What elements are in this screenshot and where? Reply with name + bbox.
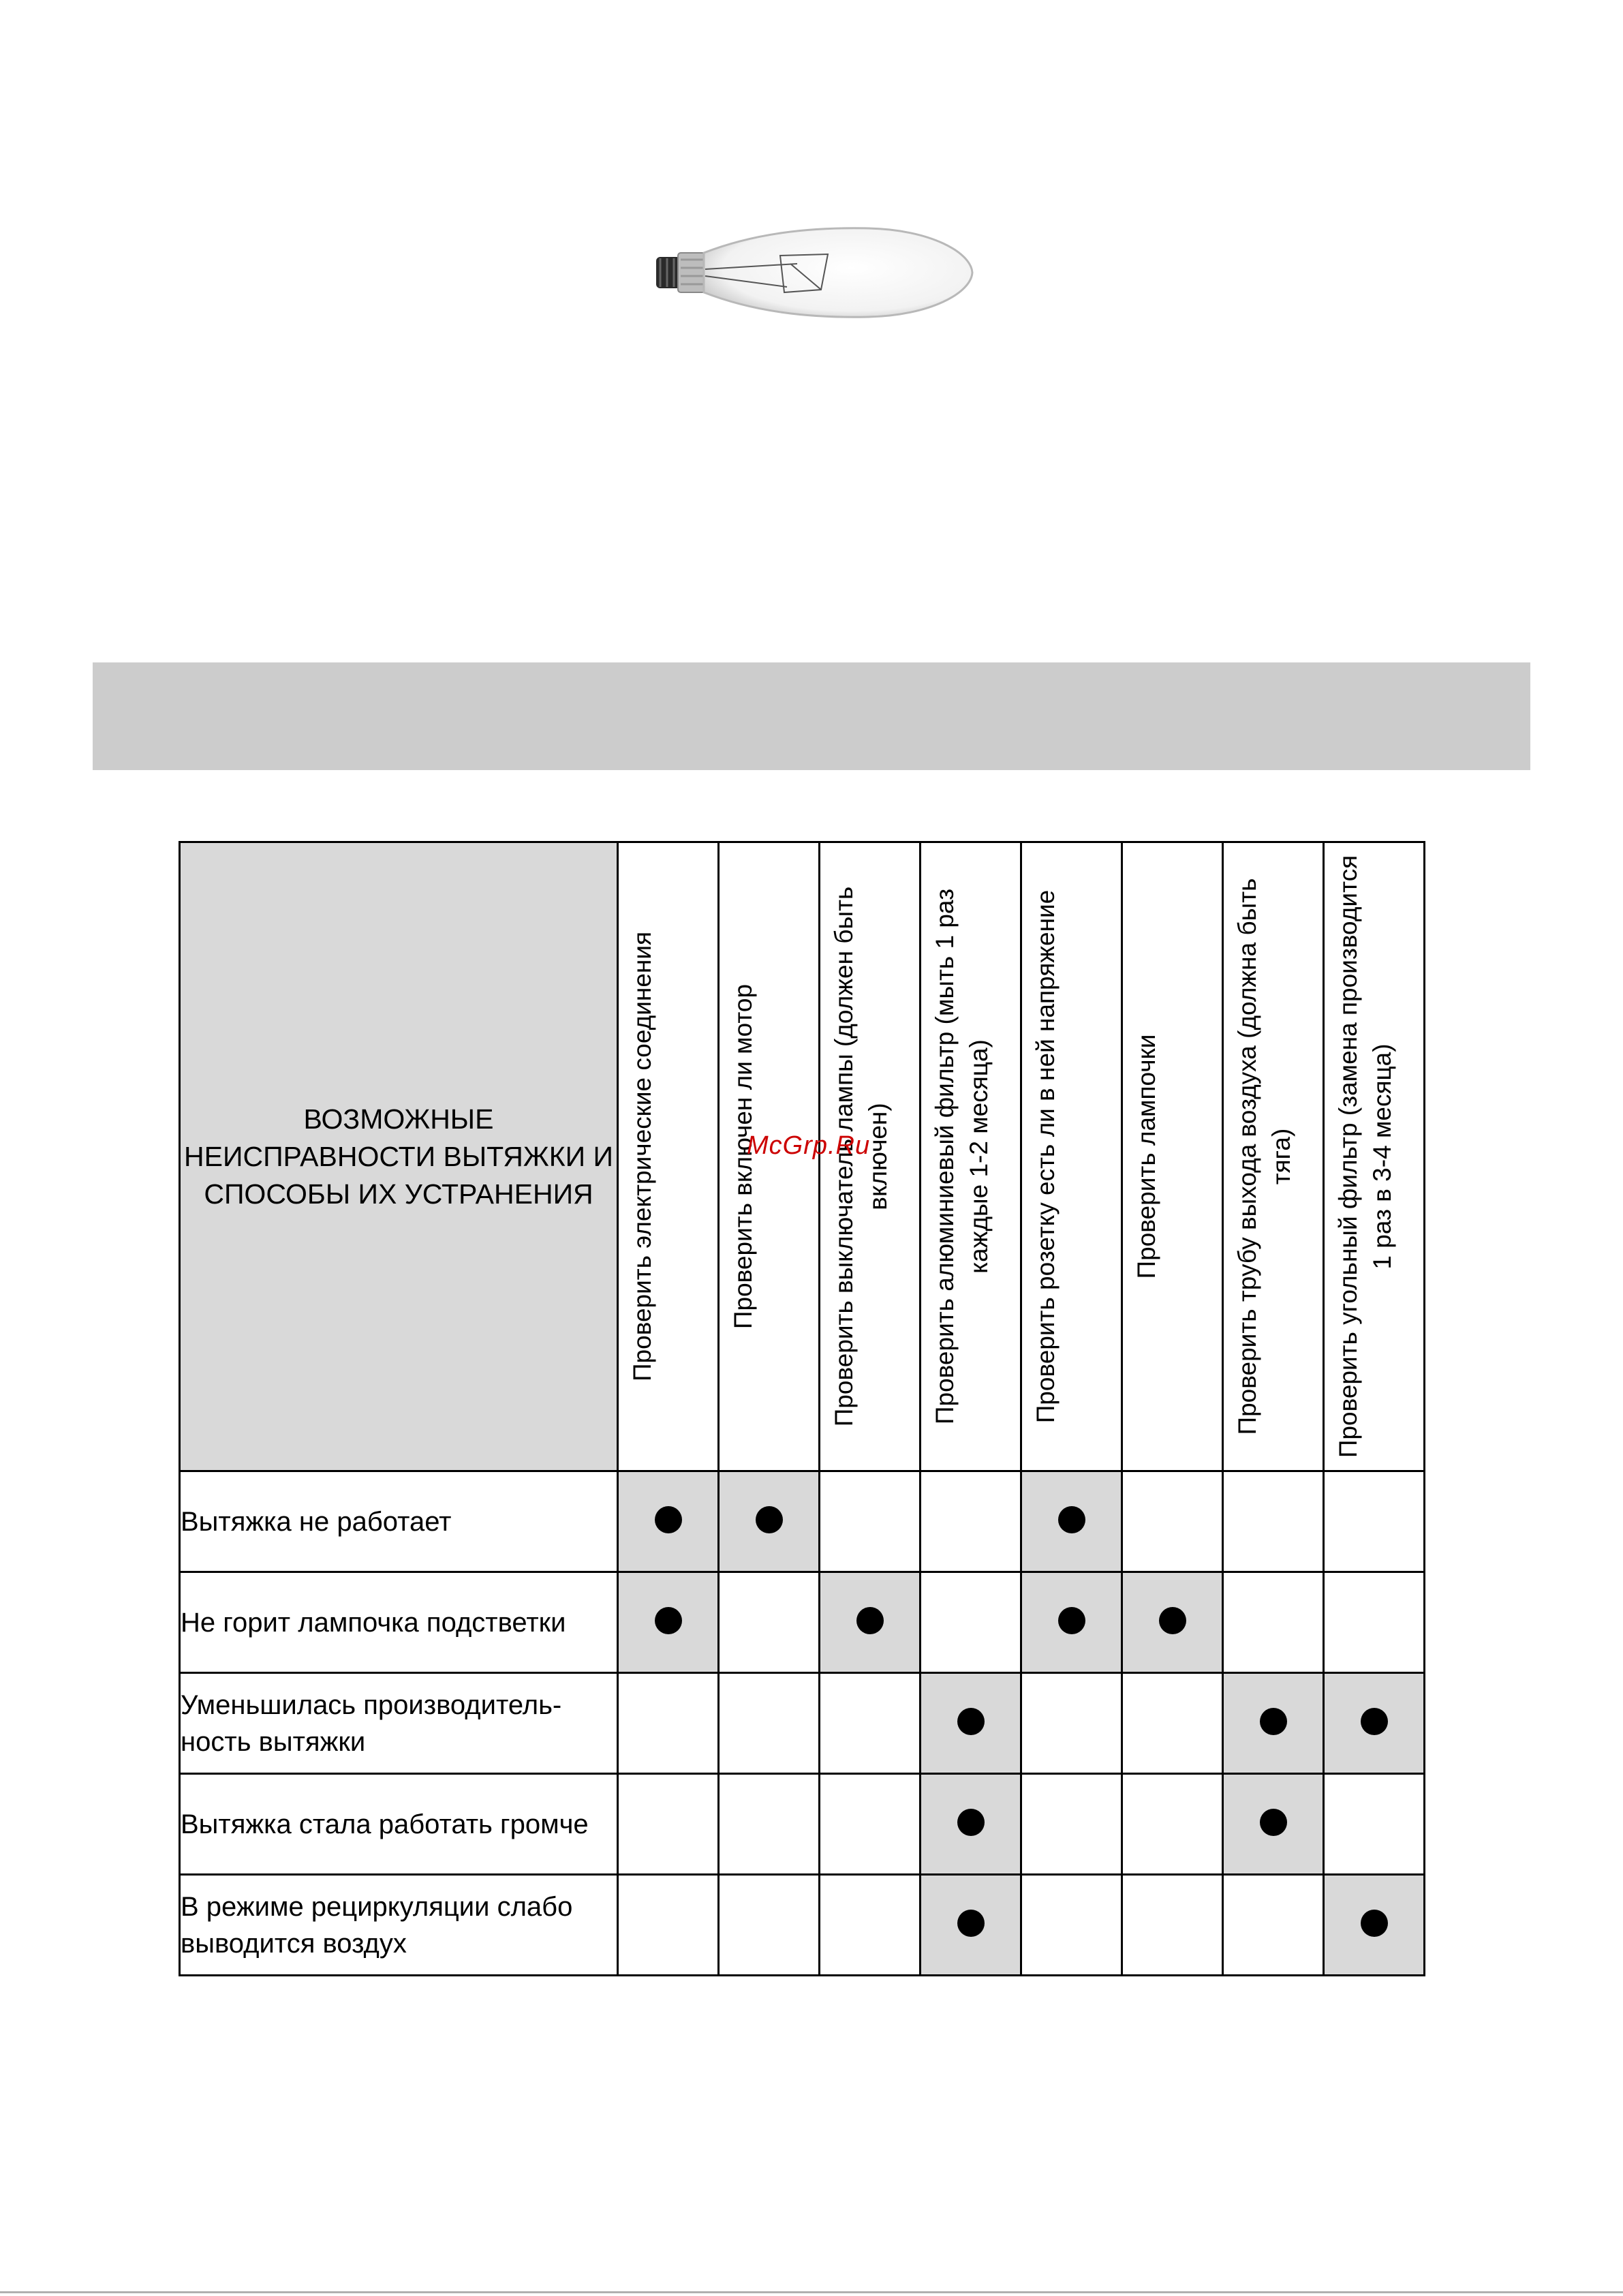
table-row: [180, 1572, 1425, 1673]
mark-cell: [719, 1471, 820, 1572]
mark-cell: [820, 1875, 921, 1976]
table-row: [180, 1673, 1425, 1774]
table-row: [180, 1471, 1425, 1572]
mark-cell: [719, 1774, 820, 1875]
check-dot-icon: [1361, 1910, 1388, 1937]
check-dot-icon: [957, 1708, 985, 1735]
page-divider: [0, 2291, 1623, 2293]
fault-label: Вытяжка не работает: [180, 1471, 618, 1572]
mark-cell: [820, 1471, 921, 1572]
mark-cell: [1021, 1471, 1122, 1572]
column-header: Проверить розетку есть ли в ней напряжение: [1021, 842, 1122, 1471]
mark-cell: [1223, 1471, 1324, 1572]
mark-cell: [921, 1875, 1021, 1976]
mark-cell: [820, 1572, 921, 1673]
mark-cell: [1324, 1673, 1425, 1774]
mark-cell: [1122, 1673, 1223, 1774]
mark-cell: [1324, 1471, 1425, 1572]
mark-cell: [1324, 1572, 1425, 1673]
check-dot-icon: [655, 1506, 682, 1533]
check-dot-icon: [1058, 1607, 1085, 1634]
column-header: Проверить угольный фильтр (замена производится 1 раз в 3-4 месяца): [1324, 842, 1425, 1471]
mark-cell: [1122, 1875, 1223, 1976]
mark-cell: [618, 1572, 719, 1673]
mark-cell: [820, 1673, 921, 1774]
mark-cell: [1122, 1572, 1223, 1673]
check-dot-icon: [756, 1506, 783, 1533]
check-dot-icon: [1361, 1708, 1388, 1735]
column-header: Проверить выключатель лампы (должен быть включен): [820, 842, 921, 1471]
mark-cell: [719, 1673, 820, 1774]
watermark: McGrp.Ru: [747, 1131, 871, 1160]
fault-label: В режиме рециркуляции слабо выводится воздух: [180, 1875, 618, 1976]
mark-cell: [921, 1774, 1021, 1875]
section-header-bar: [93, 662, 1530, 770]
mark-cell: [921, 1471, 1021, 1572]
check-dot-icon: [1260, 1809, 1287, 1836]
mark-cell: [1223, 1572, 1324, 1673]
fault-label: Вытяжка стала работать громче: [180, 1774, 618, 1875]
mark-cell: [1021, 1673, 1122, 1774]
mark-cell: [1223, 1673, 1324, 1774]
mark-cell: [1223, 1774, 1324, 1875]
light-bulb-image: [651, 221, 978, 324]
check-dot-icon: [1260, 1708, 1287, 1735]
check-dot-icon: [1159, 1607, 1186, 1634]
check-dot-icon: [957, 1809, 985, 1836]
mark-cell: [1223, 1875, 1324, 1976]
column-header: Проверить алюминиевый фильтр (мыть 1 раз каждые 1-2 месяца): [921, 842, 1021, 1471]
check-dot-icon: [957, 1910, 985, 1937]
column-header: Проверить включен ли мотор: [719, 842, 820, 1471]
mark-cell: [1122, 1471, 1223, 1572]
table-row: [180, 1774, 1425, 1875]
mark-cell: [1021, 1774, 1122, 1875]
check-dot-icon: [1058, 1506, 1085, 1533]
mark-cell: [618, 1673, 719, 1774]
mark-cell: [921, 1572, 1021, 1673]
mark-cell: [719, 1572, 820, 1673]
mark-cell: [719, 1875, 820, 1976]
mark-cell: [618, 1471, 719, 1572]
check-dot-icon: [856, 1607, 884, 1634]
mark-cell: [1122, 1774, 1223, 1875]
column-header: Проверить электрические соединения: [618, 842, 719, 1471]
mark-cell: [1021, 1875, 1122, 1976]
mark-cell: [618, 1774, 719, 1875]
mark-cell: [1324, 1875, 1425, 1976]
mark-cell: [921, 1673, 1021, 1774]
check-dot-icon: [655, 1607, 682, 1634]
table-corner-title: ВОЗМОЖНЫЕ НЕИСПРАВНОСТИ ВЫТЯЖКИ И СПОСОБЫ ИХ УСТРАНЕНИЯ: [180, 842, 618, 1471]
mark-cell: [618, 1875, 719, 1976]
fault-label: Не горит лампочка подстветки: [180, 1572, 618, 1673]
mark-cell: [1324, 1774, 1425, 1875]
troubleshooting-table: [179, 841, 1425, 1976]
mark-cell: [820, 1774, 921, 1875]
column-header: Проверить трубу выхода воздуха (должна быть тяга): [1223, 842, 1324, 1471]
table-row: [180, 1875, 1425, 1976]
mark-cell: [1021, 1572, 1122, 1673]
column-header: Проверить лампочки: [1122, 842, 1223, 1471]
fault-label: Уменьшилась производитель-ность вытяжки: [180, 1673, 618, 1774]
